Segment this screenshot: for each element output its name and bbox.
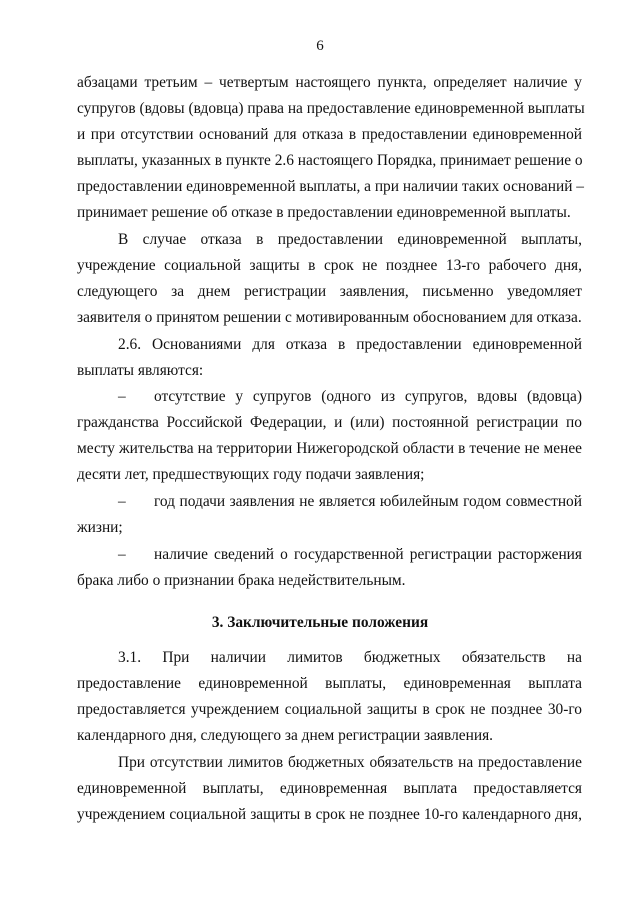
para4-line: предоставление единовременной выплаты, единовременная выплата [77,675,582,692]
bullet1-line: гражданства Российской Федерации, и (или) постоянной регистрации по [77,414,582,431]
para2-line: учреждение социальной защиты в срок не позднее 13-го рабочего дня, [77,257,582,274]
para3-line: 2.6. Основаниями для отказа в предоставлении единовременной [118,336,582,353]
para5-line: учреждением социальной защиты в срок не позднее 10-го календарного дня, [77,806,582,823]
page-number: 6 [316,38,324,54]
para4-line: предоставляется учреждением социальной защиты в срок не позднее 30-го [77,701,582,718]
para1-line: и при отсутствии оснований для отказа в предоставлении единовременной [77,126,582,143]
para2-line: следующего за днем регистрации заявления, письменно уведомляет [77,283,582,300]
para5-line: единовременной выплаты, единовременная выплата предоставляется [77,780,582,797]
para3-line: выплаты являются: [77,362,204,379]
para1-line: предоставлении единовременной выплаты, а при наличии таких оснований – [77,178,585,195]
para1-line: выплаты, указанных в пункте 2.6 настоящего Порядка, принимает решение о [77,152,583,169]
bullet1-line: десяти лет, предшествующих году подачи заявления; [77,466,425,483]
section-heading: 3. Заключительные положения [211,614,429,631]
bullet3-line: наличие сведений о государственной регистрации расторжения [154,546,582,563]
para4-line: календарного дня, следующего за днем регистрации заявления. [77,727,493,744]
bullet1-line: месту жительства на территории Нижегородской области в течение не менее [77,440,582,457]
bullet-dash: – [118,493,126,510]
para4-line: 3.1. При наличии лимитов бюджетных обязательств на [118,649,582,666]
para1-line: принимает решение об отказе в предоставлении единовременной выплаты. [77,204,571,221]
bullet3-line: брака либо о признании брака недействительным. [77,572,406,589]
para1-line: абзацами третьим – четвертым настоящего пункта, определяет наличие у [77,74,582,91]
bullet-dash: – [118,388,126,405]
bullet1-line: отсутствие у супругов (одного из супругов, вдовы (вдовца) [154,388,582,405]
bullet2-line: год подачи заявления не является юбилейным годом совместной [154,493,582,510]
para2-line: В случае отказа в предоставлении единовременной выплаты, [118,231,582,248]
bullet-dash: – [118,546,126,563]
para1-line: супругов (вдовы (вдовца) права на предоставление единовременной выплаты [77,100,585,117]
para2-line: заявителя о принятом решении с мотивированным обоснованием для отказа. [77,309,582,326]
bullet2-line: жизни; [77,519,123,536]
para5-line: При отсутствии лимитов бюджетных обязательств на предоставление [118,754,582,771]
